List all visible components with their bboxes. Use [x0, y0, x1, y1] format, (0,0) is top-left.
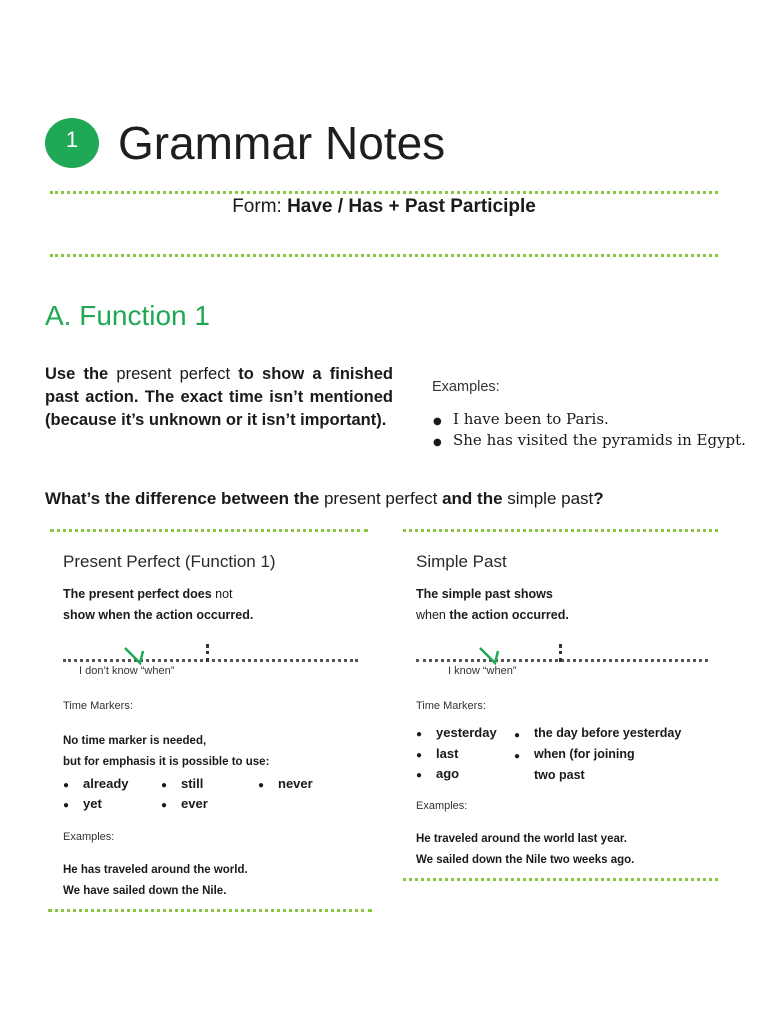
sp-desc-bold-2: the action occurred. [445, 608, 569, 622]
sp-markers-col-2 [514, 723, 714, 786]
simple-past-heading: Simple Past [416, 552, 507, 571]
list-item: ● already [63, 774, 158, 794]
function-description [45, 363, 393, 432]
list-item: ● the day before yesterday [514, 723, 714, 744]
pp-desc-bold-1: The present perfect does [63, 587, 212, 601]
pp-note-line-1: No time marker is needed, [63, 735, 207, 747]
pp-markers-col-3 [258, 774, 348, 794]
question-term-1: present perfect [319, 489, 443, 508]
pp-example-1: He has traveled around the world. [63, 864, 248, 876]
form-prefix: Form: [232, 196, 288, 217]
timeline-label: I know “when” [448, 665, 517, 677]
use-term: present perfect [108, 365, 239, 383]
timeline-now-tick [206, 644, 209, 662]
simple-past-description [416, 584, 716, 626]
sp-marker-when-line-1: when (for joining [534, 747, 635, 761]
simple-past-timeline [416, 640, 708, 680]
dotted-divider-sp-bottom [403, 878, 718, 881]
sp-marker-when-line-2: two past [534, 768, 585, 782]
function-examples-list [433, 409, 746, 451]
question-term-2: simple past [502, 489, 594, 508]
sp-time-markers-label: Time Markers: [416, 700, 486, 712]
dotted-divider-top [50, 191, 718, 194]
list-item: ● yet [63, 794, 158, 814]
pp-desc-not: not [211, 587, 233, 601]
pp-desc-bold-2: show when the action occurred. [63, 608, 254, 622]
sp-examples [416, 829, 634, 871]
dotted-divider-right [403, 529, 718, 532]
sp-examples-label: Examples: [416, 800, 468, 812]
dotted-divider-left [50, 529, 368, 532]
pp-examples [63, 860, 248, 902]
use-bold-1: Use the [45, 365, 109, 383]
timeline-now-tick [559, 644, 562, 662]
present-perfect-heading: Present Perfect (Function 1) [63, 552, 276, 571]
list-item: ● ago [416, 764, 511, 785]
timeline-check-icon [478, 645, 506, 667]
pp-markers-col-2 [161, 774, 251, 814]
list-item: ● ever [161, 794, 251, 814]
form-formula: Have / Has + Past Participle [287, 196, 536, 217]
question-bold-2: and the [442, 489, 503, 508]
pp-markers-col-1 [63, 774, 158, 814]
pp-time-marker-note [63, 731, 269, 773]
difference-question [45, 489, 604, 509]
question-bold-1: What’s the difference between the [45, 489, 320, 508]
list-item: ● last [416, 744, 511, 765]
function-examples-label: Examples: [432, 379, 500, 395]
timeline-label: I don’t know “when” [79, 665, 175, 677]
sp-markers-col-1 [416, 723, 511, 785]
dotted-divider-pp-bottom [48, 909, 372, 912]
pp-examples-label: Examples: [63, 831, 115, 843]
sp-desc-when: when [416, 608, 446, 622]
list-item: ● still [161, 774, 251, 794]
pp-example-2: We have sailed down the Nile. [63, 885, 227, 897]
list-item: ● I have been to Paris. [433, 409, 746, 430]
present-perfect-timeline [63, 640, 358, 680]
use-bold-2: to show a finished past action. The exact time isn’t mentioned (because it’s unknown or it isn’t important). [45, 365, 393, 429]
form-line [0, 196, 768, 218]
timeline-line [63, 659, 358, 662]
sp-desc-bold-1: The simple past shows [416, 587, 553, 601]
list-item: ● She has visited the pyramids in Egypt. [433, 430, 746, 451]
dotted-divider-bottom [50, 254, 718, 257]
sp-example-1: He traveled around the world last year. [416, 833, 627, 845]
list-item [514, 744, 714, 786]
page-title: Grammar Notes [118, 117, 446, 169]
question-mark: ? [593, 489, 604, 508]
timeline-line [416, 659, 708, 662]
pp-time-markers-label: Time Markers: [63, 700, 133, 712]
list-item: ● yesterday [416, 723, 511, 744]
pp-note-line-2: but for emphasis it is possible to use: [63, 756, 270, 768]
list-item: ● never [258, 774, 348, 794]
timeline-check-icon [123, 645, 151, 667]
present-perfect-description [63, 584, 363, 626]
function-heading: A. Function 1 [45, 300, 210, 331]
section-number-badge: 1 [45, 118, 99, 168]
sp-example-2: We sailed down the Nile two weeks ago. [416, 854, 635, 866]
